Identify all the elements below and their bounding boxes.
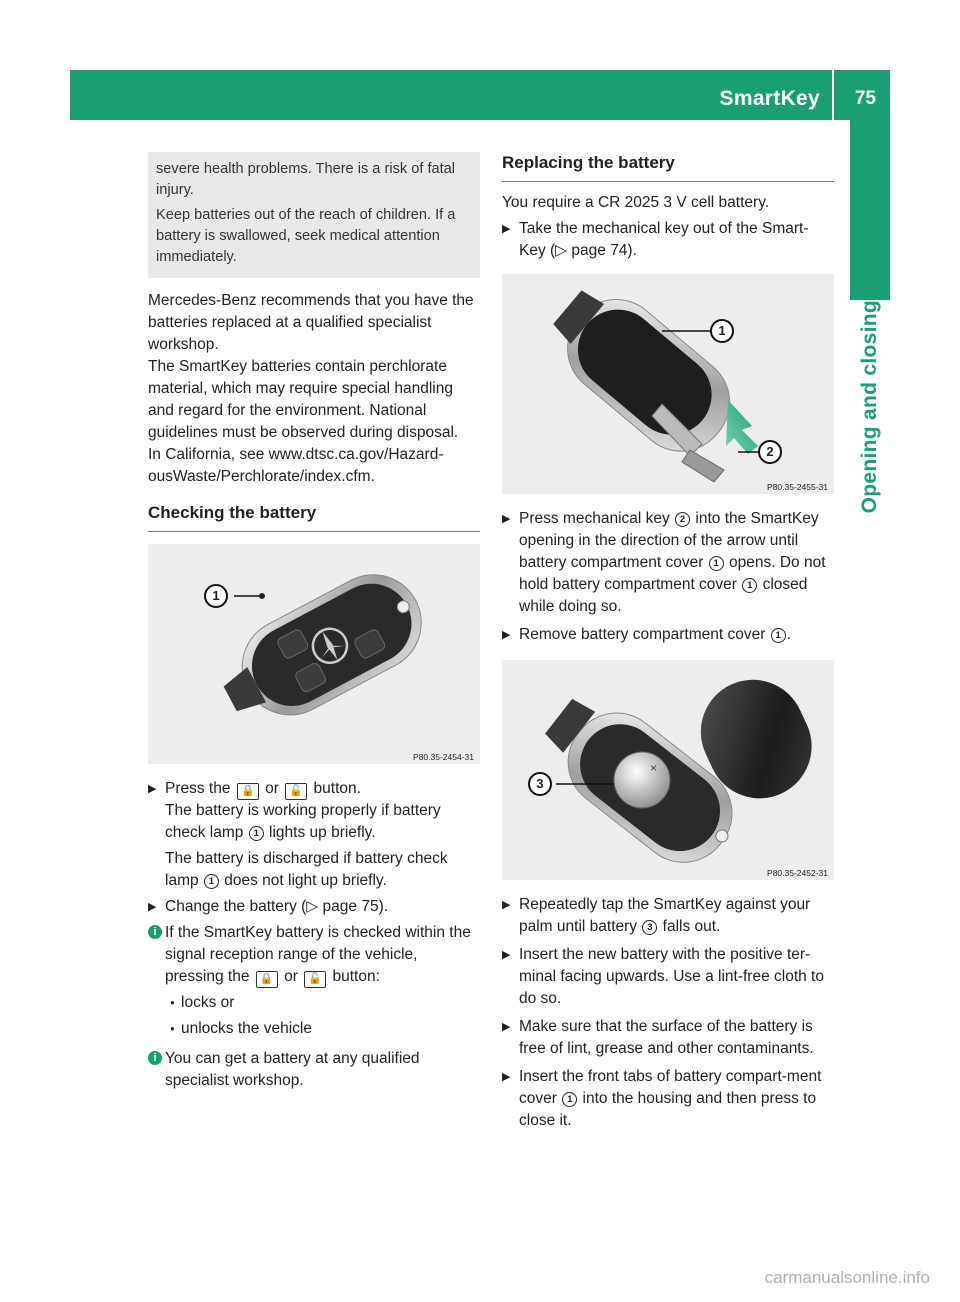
intro-battery-type: You require a CR 2025 3 V cell battery. — [502, 194, 770, 211]
callout-3: 3 — [528, 772, 552, 796]
step-text: button. — [313, 780, 361, 797]
image-ref-code: P80.35-2452-31 — [767, 868, 828, 878]
heading-checking-battery: Checking the battery — [148, 502, 480, 532]
list-item-unlocks: ● unlocks the vehicle — [148, 1018, 480, 1040]
key-removal-illustration — [502, 274, 834, 494]
side-label-text: Opening and closing — [858, 300, 881, 514]
paragraph-recommend: Mercedes-Benz recommends that you have the batteries replaced at a qualified specialist workshop. — [148, 292, 474, 353]
step-text: Remove battery compartment cover — [519, 626, 766, 643]
warning-text-1: severe health problems. There is a risk of fatal injury. — [156, 161, 456, 198]
battery-illustration — [502, 660, 834, 880]
callout-ref-1: 1 — [562, 1092, 577, 1107]
step-text: or — [265, 780, 279, 797]
right-column — [502, 152, 834, 1132]
key-removal-photo — [502, 274, 834, 494]
step-text: Repeatedly tap the SmartKey against your palm until battery — [519, 896, 811, 935]
callout-ref-1: 1 — [771, 628, 786, 643]
step-text: falls out. — [662, 918, 721, 935]
step-take-key-out: ▶ Take the mechanical key out of the Smart-Key (▷ page 74). — [502, 218, 834, 262]
step-insert-battery: ▶ Insert the new battery with the positive ter-minal facing upwards. Use a lint-free cloth to do so. — [502, 944, 834, 1010]
paragraph-perchlorate: The SmartKey batteries contain perchlorate material, which may require special handling and regard for the environment. National guidelines must be observed during disposal. — [148, 358, 459, 441]
info-text: button: — [332, 968, 380, 985]
smartkey-illustration — [148, 544, 480, 764]
step-text: . — [786, 626, 791, 643]
callout-ref-1: 1 — [204, 874, 219, 889]
step-text: closed while doing so. — [519, 576, 808, 615]
step-text: Press mechanical key — [519, 510, 670, 527]
smartkey-photo — [148, 544, 480, 764]
step-press-mechanical-key — [502, 508, 834, 618]
callout-ref-1: 1 — [709, 556, 724, 571]
info-text: You can get a battery at any qualified specialist workshop. — [165, 1050, 420, 1089]
info-signal-range — [148, 922, 480, 988]
step-text: into the SmartKey opening in the direction of the arrow until battery compartment cover — [519, 510, 819, 571]
callout-1: 1 — [710, 319, 734, 343]
step-text: lights up briefly. — [269, 824, 376, 841]
step-insert-cover — [502, 1066, 834, 1132]
battery-photo — [502, 660, 834, 880]
image-ref-code: P80.35-2454-31 — [413, 752, 474, 762]
step-check-surface: ▶ Make sure that the surface of the battery is free of lint, grease and other contaminants. — [502, 1016, 834, 1060]
side-label — [852, 300, 888, 680]
left-column — [148, 152, 480, 1092]
warning-box — [148, 152, 480, 278]
unlock-icon: 🔓 — [285, 783, 307, 800]
info-icon: i — [148, 925, 162, 939]
page-number: 75 — [854, 88, 876, 109]
step-discharged-note — [148, 848, 480, 892]
image-ref-code: P80.35-2455-31 — [767, 482, 828, 492]
heading-replacing-battery: Replacing the battery — [502, 152, 834, 182]
info-get-battery — [148, 1048, 480, 1092]
info-text: or — [284, 968, 298, 985]
section-title: SmartKey — [719, 87, 820, 110]
step-text: into the housing and then press to close it. — [519, 1090, 817, 1129]
info-text: If the SmartKey battery is checked within the signal reception range of the vehicle, pressing the — [165, 924, 471, 985]
step-remove-cover — [502, 624, 834, 646]
step-press-button — [148, 778, 480, 844]
list-item-locks: ● locks or — [148, 992, 480, 1014]
step-change-battery: ▶ Change the battery (▷ page 75). — [148, 896, 480, 918]
step-text: The battery is working properly if battery check lamp — [165, 802, 441, 841]
step-text: opens. Do not hold battery compartment cover — [519, 554, 826, 593]
watermark: carmanualsonline.info — [764, 1268, 930, 1287]
callout-ref-1: 1 — [742, 578, 757, 593]
step-text: Press the — [165, 780, 231, 797]
lock-icon: 🔒 — [256, 971, 278, 988]
info-icon: i — [148, 1051, 162, 1065]
lock-icon: 🔒 — [237, 783, 259, 800]
header-divider — [832, 70, 834, 120]
step-text: Insert the front tabs of battery compart-ment cover — [519, 1068, 822, 1107]
step-tap-smartkey — [502, 894, 834, 938]
step-text: The battery is discharged if battery check lamp — [165, 850, 448, 889]
side-tab — [850, 120, 890, 300]
callout-1: 1 — [204, 584, 228, 608]
paragraph-california: In California, see www.dtsc.ca.gov/Hazard-ousWaste/Perchlorate/index.cfm. — [148, 446, 444, 485]
callout-2: 2 — [758, 440, 782, 464]
warning-text-2: Keep batteries out of the reach of children. If a battery is swallowed, seek medical attention immediately. — [156, 207, 456, 265]
step-text: does not light up briefly. — [224, 872, 387, 889]
svg-text:×: × — [650, 761, 658, 775]
callout-ref-3: 3 — [642, 920, 657, 935]
header-bar — [70, 70, 890, 120]
callout-ref-1: 1 — [249, 826, 264, 841]
unlock-icon: 🔓 — [304, 971, 326, 988]
callout-ref-2: 2 — [675, 512, 690, 527]
